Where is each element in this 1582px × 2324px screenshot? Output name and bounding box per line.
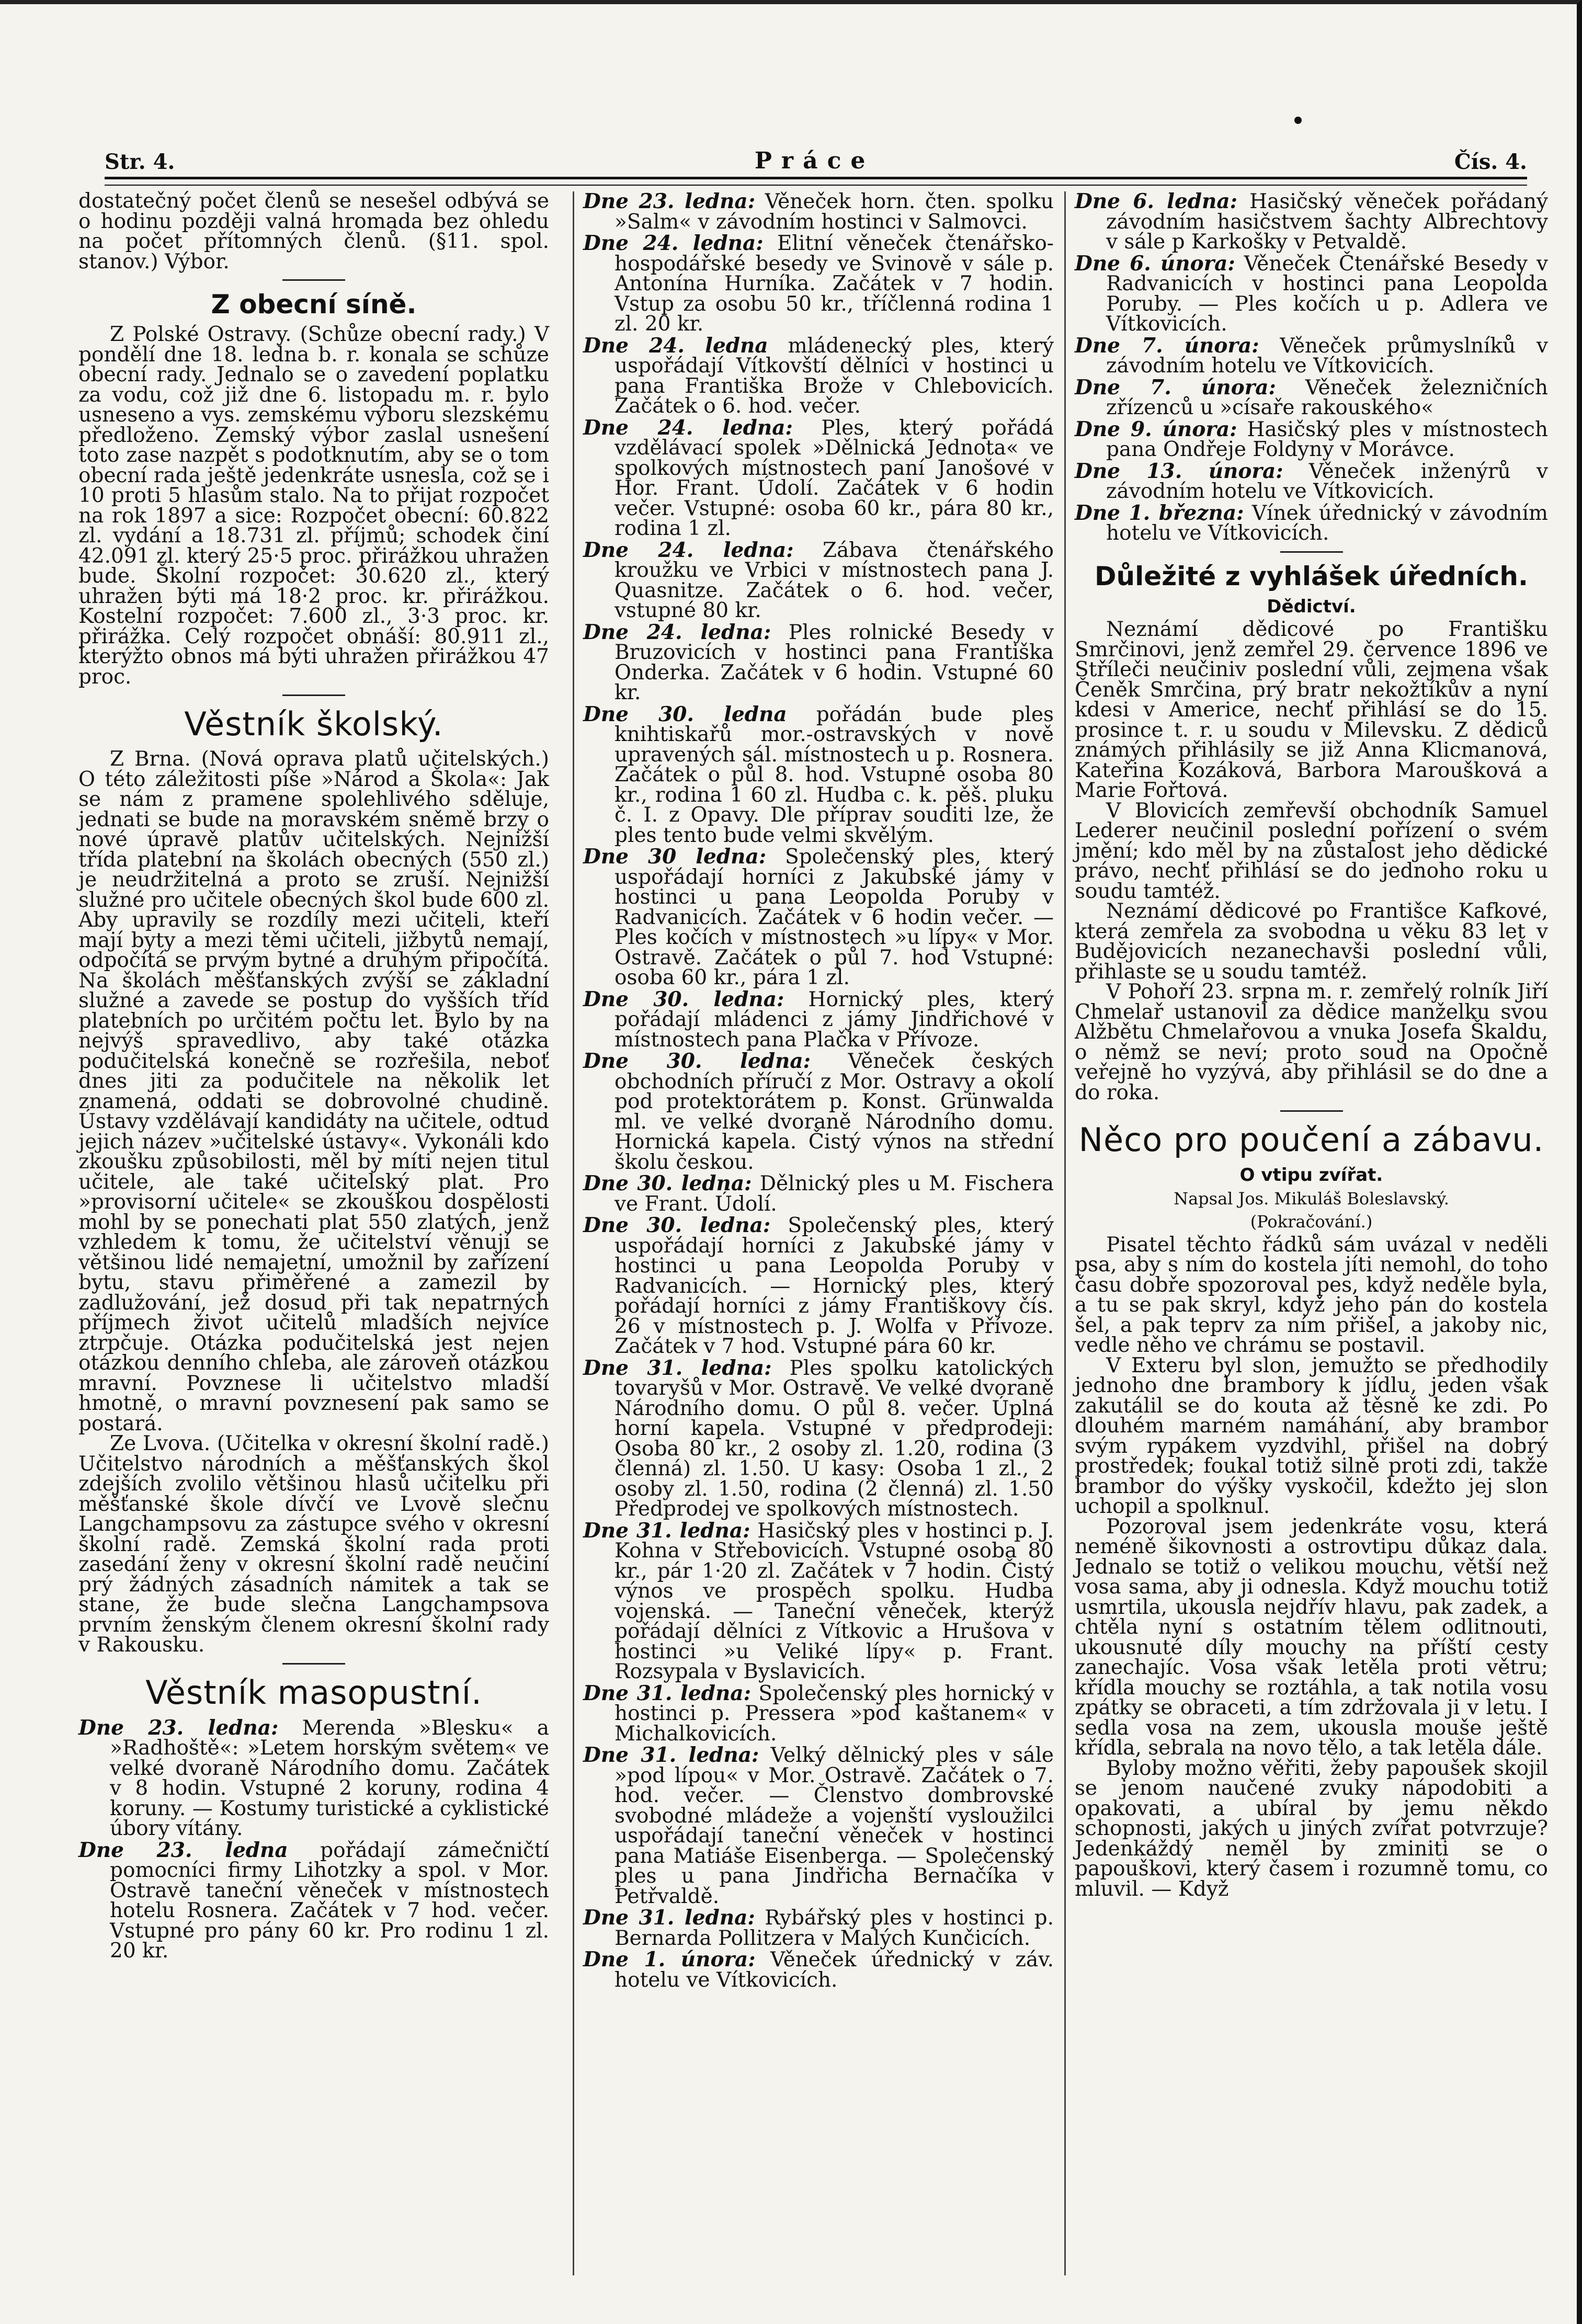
event-text: Věneček horn. čten. spolku »Salm« v závodním hostinci v Salmovci. [614, 190, 1054, 234]
issue-number: Čís. 4. [1454, 150, 1527, 174]
event-text: Společenský ples, který uspořádají horníci z Jakubské jámy v hostinci u pana Leopolda Poruby v Radvanicích. Začátek v 6 hodin večer. — Ples kočích v místnostech »u lípy« v Mor. Ostravě. Začátek o půl 7. hod Vstupné: osoba 60 kr., pára 1 zl. [614, 845, 1054, 989]
event-listing [1075, 461, 1548, 502]
event-date: Dne 9. února: [1075, 417, 1237, 441]
event-listing [1075, 419, 1548, 460]
event-text: pořádán bude ples knihtiskařů mor.-ostravských v nově upravených sál. místnostech u p. Rosnera. Začátek o půl 8. hod. Vstupné osoba 80 kr., rodina 1 60 zl. Hudba c. k. pěš. pluku č. I. z Opavy. Dle příprav souditi lze, že ples tento bude velmi skvělým. [614, 702, 1054, 847]
ink-dot [1294, 117, 1302, 124]
article-paragraph: Neznámí dědicové po Františce Kafkové, která zemřela za svobodna u věku 83 let v Budějovicích nezanechavši poslední vůli, přihlaste se u soudu tamtéž. [1075, 899, 1548, 984]
event-listing [583, 847, 1054, 988]
article-paragraph: V Blovicích zemřevší obchodník Samuel Lederer neučinil poslední pořízení o svém jmění; kdo měl by na zůstalost jeho dědické právo, nechť přihlásí se do jednoho roku u soudu tamtéž. [1075, 799, 1548, 903]
event-date: Dne 24. ledna [583, 333, 768, 358]
newspaper-title: Práce [754, 147, 875, 174]
article-paragraph: Pisatel těchto řádků sám uvázal v neděli psa, aby s ním do kostela jíti nemohl, do toho času dobře spozoroval pes, když neděle byla, a tu se pak skryl, když jeho pán do kostela šel, a pak teprv za ním přišel, a jakoby nic, vedle něho ve chrámu se postavil. [1075, 1233, 1548, 1357]
event-listing [78, 1715, 549, 1840]
event-listing [583, 1908, 1054, 1949]
event-date: Dne 30. ledna: [583, 1213, 771, 1237]
section-heading: Věstník masopustní. [145, 1673, 482, 1712]
section-heading: Věstník školský. [184, 705, 443, 743]
section-rule [282, 694, 345, 696]
event-date: Dne 6. února: [1075, 251, 1235, 276]
column-middle [583, 191, 1054, 1991]
event-listing [78, 1840, 549, 1962]
event-text: Věneček českých obchodních příručí z Mor. Ostravy a okolí pod protektorátem p. Konst. Grünwalda ml. ve velké dvoraně Národního domu. Hornická kapela. Čistý výnos na střední školu českou. [614, 1050, 1054, 1174]
event-listing [583, 415, 1054, 540]
event-listing [1075, 333, 1548, 378]
event-date: Dne 30 ledna: [583, 845, 767, 869]
event-listing [583, 704, 1054, 846]
event-text: Merenda »Blesku« a »Radhoště«: »Letem horským světem« ve velké dvoraně Národního domu. Začátek v 8 hodin. Vstupné 2 koruny, rodina 4 koruny. — Kostumy turistické a cyklistické úbory vítány. [110, 1716, 549, 1840]
article-paragraph: Ze Lvova. (Učitelka v okresní školní radě.) Učitelstvo národních a měšťanských škol zdejších zvolilo většinou hlasů učitelku při měšťanské škole dívčí ve Lvově slečnu Langchampsovu za zástupce svého v okresní školní radě. Zemská školní rada proti zasedání ženy v okresní školní radě neučiní prý žádných zásadních námitek a tak se stane, že bude slečna Langchampsova prvním ženským členem okresní školní rady v Rakousku. [78, 1432, 549, 1657]
event-listing [583, 540, 1054, 621]
event-date: Dne 23. ledna: [78, 1715, 279, 1740]
article-paragraph: V Pohoří 23. srpna m. r. zemřelý rolník Jiří Chmelař ustanovil za dědice manželku svou Alžbětu Chmelařovou a vnuka Josefa Škaldu, o němž se neví; proto soud na Opočně veřejně ho vyzývá, aby přihlásil se do dne a do roka. [1075, 980, 1548, 1104]
page-header [105, 138, 1527, 174]
event-date: Dne 31. ledna: [583, 1743, 759, 1767]
event-date: Dne 7. února: [1075, 333, 1259, 358]
event-text: Věneček železničních zřízenců u »císaře rakouského« [1106, 375, 1548, 419]
event-listing [583, 1171, 1054, 1216]
event-text: Věneček Čtenářské Besedy v Radvanicích v hostinci pana Leopolda Poruby. — Ples kočích u p. Adlera ve Vítkovicích. [1106, 252, 1548, 336]
event-date: Dne 31. ledna: [583, 1906, 755, 1930]
event-text: mládenecký ples, který uspořádají Vítkovští dělníci v hostinci u pana Františka Brože v Chlebovicích. Začátek o 6. hod. večer. [614, 334, 1054, 418]
event-date: Dne 7. února: [1075, 375, 1276, 400]
event-date: Dne 23. ledna: [583, 189, 756, 213]
event-date: Dne 24. ledna: [583, 231, 764, 255]
event-text: Elitní věneček čtenářsko-hospodářské besedy ve Svinově v sále p. Antonína Hurníka. Začátek v 7 hodin. Vstup za osobu 50 kr., tříčlenná rodina 1 zl. 20 kr. [614, 232, 1054, 336]
event-text: Rybářský ples v hostinci p. Bernarda Pollitzera v Malých Kunčicích. [614, 1906, 1054, 1950]
column-left [78, 191, 549, 1963]
event-listing [1075, 375, 1548, 419]
event-listing [1075, 191, 1548, 253]
article-paragraph: dostatečný počet členů se nesešel odbývá se o hodinu později valná hromada bez ohledu na počet přítomných členů. (§11. spol. stanov.) Výbor. [78, 189, 549, 274]
event-text: Hasičský ples v hostinci p. J. Kohna v Střebovicích. Vstupné osoba 80 kr., pár 1·20 zl. Začátek v 7 hodin. Čistý výnos ve prospěch spolku. Hudba vojenská. — Taneční věneček, kterýž pořádají dělníci z Vítkovic a Hrušova v hostinci »u Veliké lípy« p. Frant. Rozsypala v Byslavicích. [614, 1519, 1054, 1683]
event-text: Společenský ples, který uspořádají horníci z Jakubské jámy v hostinci u pana Leopolda Poruby v Radvanicích. — Hornický ples, který pořádají horníci z jámy Františkovy čís. 26 v místnostech p. J. Wolfa v Přívoze. Začátek v 7 hod. Vstupné pára 60 kr. [614, 1214, 1054, 1358]
section-heading: Něco pro poučení a zábavu. [1078, 1121, 1544, 1159]
article-paragraph: Pozoroval jsem jedenkráte vosu, která neméně šikovnosti a ostrovtipu důkaz dala. Jednalo se totiž o velikou mouchu, větší než vosa sama, aby ji odnesla. Když mouchu totiž usmrtila, ukousla nejdřív hlavu, pak zadek, a chtěla nyní s ostatním tělem odlitnouti, ukousnuté díly mouchy na příští cesty zanechajíc. Vosa však letěla proti větru; křídla mouchy se roztáhla, a tak notila vosu zpátky se obraceti, a tím zdržovala ji v letu. I sedla vosa na zem, ukousla mouše ještě křídla, sebrala na novo tělo, a tak letěla dále. [1075, 1514, 1548, 1760]
event-text: Společenský ples hornický v hostinci p. Pressera »pod kaštanem« v Michalkovicích. [614, 1681, 1054, 1746]
event-listing [583, 1355, 1054, 1521]
page-number: Str. 4. [105, 150, 175, 174]
event-date: Dne 30. ledna: [583, 1049, 811, 1073]
section-heading: Důležité z vyhlášek úředních. [1094, 561, 1529, 591]
event-date: Dne 31. ledna: [583, 1355, 772, 1380]
event-date: Dne 6. ledna: [1075, 189, 1238, 213]
event-text: Zábava čtenářského kroužku ve Vrbici v místnostech pana J. Quasnitze. Začátek o 6. hod. večer, vstupné 80 kr. [614, 538, 1054, 622]
event-listing [1075, 251, 1548, 336]
event-text: Věneček inženýrů v závodním hotelu ve Vítkovicích. [1106, 459, 1548, 503]
article-paragraph: Neznámí dědicové po Františku Smrčinovi, jenž zemřel 29. července 1896 ve Stříleči neučiniv poslední vůli, zejmena však Čeněk Smrčina, prý bratr nekožtíkův a nyní kdesi v Americe, nechť přihlásí se do 15. prosince t. r. u soudu v Milevsku. Z dědiců známých přihlásily se již Anna Klicmanová, Kateřina Kozáková, Barbora Maroušková a Marie Fořtová. [1075, 618, 1548, 802]
event-date: Dne 1. února: [583, 1947, 756, 1972]
subheading: Dědictví. [1267, 596, 1356, 617]
event-listing [583, 989, 1054, 1051]
event-date: Dne 13. února: [1075, 459, 1283, 483]
subheading: O vtipu zvířat. [1239, 1165, 1383, 1186]
event-text: Dělnický ples u M. Fischera ve Frant. Údolí. [614, 1172, 1054, 1216]
event-text: Velký dělnický ples v sále »pod lípou« v Mor. Ostravě. Začátek o 7. hod. večer. — Členstvo dombrovské svobodné mládeže a vojenští vysloužilci uspořádají taneční věneček v hostinci pana Matiáše Eisenberga. — Společenský ples u pana Jindřicha Bernačíka v Petřvaldě. [614, 1744, 1054, 1908]
section-rule [1280, 1110, 1343, 1112]
event-listing [583, 1947, 1054, 1992]
column-divider [573, 191, 574, 2275]
event-date: Dne 23. ledna [78, 1838, 288, 1862]
byline: Napsal Jos. Mikuláš Boleslavský. [1174, 1188, 1449, 1209]
event-listing [583, 233, 1054, 335]
event-date: Dne 31. ledna: [583, 1518, 750, 1543]
event-listing [583, 333, 1054, 418]
event-listing [583, 1745, 1054, 1907]
event-text: Ples rolnické Besedy v Bruzovicích v hostinci pana Františka Onderka. Začátek v 6 hodin. Vstupné 60 kr. [614, 620, 1054, 704]
article-paragraph: Z Brna. (Nová oprava platů učitelských.) O této záležitosti píše »Národ a Škola«: Jak se nám z pramene spolehlivého sděluje, jednati se bude na moravském sněmě brzy o nové úpravě platův učitelských. Nejnižší třída platební na školách obecných (550 zl.) je neudržitelná a proto se zruší. Nejnižší služné pro učitele obecných škol bude 600 zl. Aby upravily se rozdíly mezi učiteli, kteří mají byty a mezi těmi učiteli, jižbytů nemají, odpočítá se prvým bytné a druhým připočítá. Na školách měšťanských zvýší se základní služné a zavede se postup do vyšších tříd platebních po určitém počtu let. Bylo by na nejvýš spravedlivo, aby také otázka podučitelská konečně se rozřešila, neboť dnes jiti za podučitele na několik let znamená, oddati se dobrovolné chudině. Ústavy vzdělávají kandidáty na učitele, odtud jejich název »učitelské ústavy«. Vykonáli kdo zkoušku způsobilosti, měl by míti nejen titul učitele, ale také učitelský plat. Pro »provisorní učitele« se zkouškou dospělosti mohl by se ponechati plat 550 zlatých, jenž vzhledem k tomu, že učitelství věnují se většinou lidé nemajetní, umožnil by zařízení bytu, stavu přiměřené a zamezil by zadlužování, jež dosud při tak nepatrných příjmech život učitelů mladších nejvíce ztrpčuje. Otázka podučitelská jest nejen otázkou denního chleba, ale zároveň otázkou mravní. Povznese li učitelstvo mladší hmotně, o mravní povznesení pak samo se postará. [78, 747, 549, 1436]
event-text: Ples spolku katolických tovaryšů v Mor. Ostravě. Ve velké dvoraně Národního domu. O půl 8. večer. Úplná horní kapela. Vstupné v předprodeji: Osoba 80 kr., 2 osoby zl. 1.20, rodina (3 členná) zl. 1.50. U kasy: Osoba 1 zl., 2 osoby zl. 1.50, rodina (2 členná) zl. 1.50 Předprodej ve spolkových místnostech. [614, 1356, 1054, 1521]
event-text: Věneček úřednický v záv. hotelu ve Vítkovicích. [614, 1948, 1054, 1992]
event-text: Hasičský věneček pořádaný závodním hasičstvem šachty Albrechtovy v sále p Karkošky v Petvaldě. [1106, 190, 1548, 254]
article-paragraph: Z Polské Ostravy. (Schůze obecní rady.) V pondělí dne 18. ledna b. r. konala se schůze obecní rady. Jednalo se o zavedení poplatku za vodu, což již dne 6. listopadu m. r. bylo usneseno a vys. zemskému výboru slezskému předloženo. Zemský výbor zaslal usnešení toto zase nazpět s podotknutím, aby se o tom obecní rada ještě jedenkráte usnesla, což se i 10 proti 5 hlasům stalo. Na to přijat rozpočet na rok 1897 a sice: Rozpočet obecní: 60.822 zl. vydání a 18.731 zl. příjmů; schodek činí 42.091 zl. který 25·5 proc. přirážkou uhražen bude. Školní rozpočet: 30.620 zl., který uhražen býti má 18·2 proc. kr. přirážkou. Kostelní rozpočet: 7.600 zl., 3·3 proc. kr. přirážka. Celý rozpočet obnáší: 80.911 zl., kterýžto obnos má býti uhražen přirážkou 47 proc. [78, 323, 549, 689]
event-date: Dne 30. ledna: [583, 987, 784, 1011]
event-listing [583, 622, 1054, 703]
section-rule [1280, 551, 1343, 553]
byline: (Pokračování.) [1250, 1212, 1373, 1232]
event-listing [583, 191, 1054, 232]
event-date: Dne 24. ledna: [583, 415, 793, 440]
event-text: Ples, který pořádá vzdělávací spolek »Dělnická Jednota« ve spolkových místnostech paní Janošové v Hor. Frant. Údolí. Začátek v 6 hodin večer. Vstupné: osoba 60 kr., pára 80 kr., rodina 1 zl. [614, 416, 1054, 540]
section-rule [282, 1663, 345, 1665]
article-paragraph: Byloby možno věřiti, žeby papoušek skojil se jenom naučené zvuky nápodobiti a opakovati, a ubíral by jemu někdo schopnosti, jakých u jiných zvířat potvrzuje? Jedenkáždý neměl by zminiti se o papouškovi, který časem i rozumně tomu, co mluvil. — Když [1075, 1756, 1548, 1901]
event-listing [583, 1518, 1054, 1683]
event-date: Dne 24. ledna: [583, 538, 794, 562]
event-date: Dne 1. března: [1075, 500, 1244, 525]
event-listing [1075, 500, 1549, 545]
header-rule [105, 177, 1527, 186]
column-right [1075, 191, 1548, 1899]
section-rule [282, 279, 345, 281]
article-paragraph: V Exteru byl slon, jemužto se předhodily jednoho dne brambory k jídlu, jeden však zakutálil se do kouta až těsně ke zdi. Po dlouhém marném namáhání, aby brambor svým rypákem vyzdvihl, přišel na dobrý prostředek; foukal totiž silně proti zdi, takže brambor do výšky vyskočil, kdežto jej slon uchopil a spolknul. [1075, 1353, 1548, 1518]
event-listing [583, 1051, 1054, 1172]
section-heading: Z obecní síně. [211, 289, 417, 320]
event-date: Dne 30. ledna [583, 702, 787, 726]
event-listing [583, 1683, 1054, 1745]
event-text: Hasičský ples v místnostech pana Ondřeje Foldyny v Morávce. [1106, 417, 1549, 461]
column-divider [1064, 191, 1066, 2275]
event-text: Věneček průmyslníků v závodním hotelu ve Vítkovicích. [1106, 334, 1548, 378]
event-listing [583, 1215, 1054, 1357]
event-date: Dne 31. ledna: [583, 1681, 751, 1705]
event-text: pořádají zámečničtí pomocníci firmy Lihotzky a spol. v Mor. Ostravě taneční věneček v místnostech hotelu Rosnera. Začátek v 7 hod. večer. Vstupné pro pány 60 kr. Pro rodinu 1 zl. 20 kr. [110, 1838, 549, 1963]
event-date: Dne 24. ledna: [583, 620, 771, 644]
event-text: Hornický ples, který pořádají mládenci z jámy Jindřichové v místnostech pana Plačka v Přívoze. [614, 987, 1054, 1052]
event-date: Dne 30. ledna: [583, 1171, 752, 1195]
event-text: Vínek úřednický v závodním hotelu ve Vítkovicích. [1106, 501, 1549, 545]
